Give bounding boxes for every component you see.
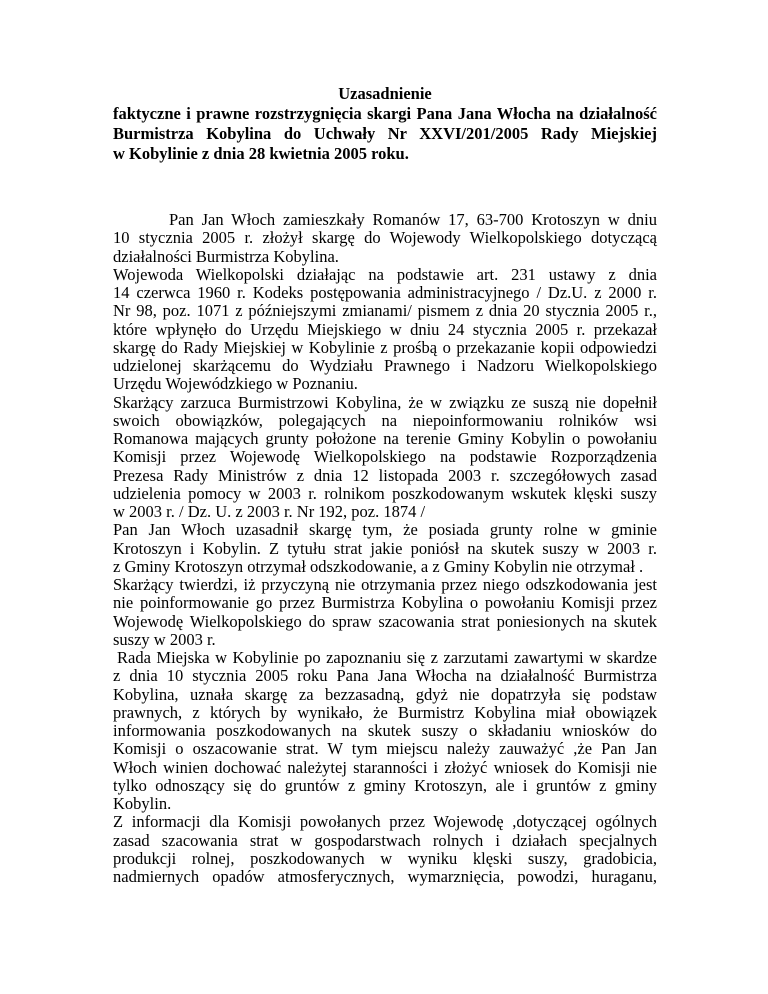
heading-line: Burmistrza Kobylina do Uchwały Nr XXVI/201/2005 Rady Miejskiej	[113, 124, 657, 143]
heading-line: faktyczne i prawne rozstrzygnięcia skargi Pana Jana Włocha na działalność	[113, 104, 657, 123]
body-line: działalności Burmistrza Kobylina.	[113, 246, 339, 266]
body-line: Urzędu Wojewódzkiego w Poznaniu.	[113, 374, 358, 394]
document-title: Uzasadnienie	[338, 84, 432, 103]
body-line: 10 stycznia 2005 r. złożył skargę do Wojewody Wielkopolskiego dotyczącą	[113, 228, 657, 248]
body-line: Prezesa Rady Ministrów z dnia 12 listopada 2003 r. szczegółowych zasad	[113, 465, 657, 485]
body-line: Rada Miejska w Kobylinie po zapoznaniu się z zarzutami zawartymi w skardze	[117, 648, 657, 667]
body-line: które wpłynęło do Urzędu Miejskiego w dniu 24 stycznia 2005 r. przekazał	[113, 319, 657, 339]
body-line: udzielonej skarżącemu do Wydziału Prawnego i Nadzoru Wielkopolskiego	[113, 356, 657, 375]
document-body	[113, 211, 657, 886]
body-line: swoich obowiązków, polegających na niepoinformowaniu rolników wsi	[113, 410, 657, 430]
body-line: z Gminy Krotoszyn otrzymał odszkodowanie, a z Gminy Kobylin nie otrzymał .	[113, 556, 644, 576]
body-line: zasad szacowania strat w gospodarstwach rolnych i działach specjalnych	[113, 830, 657, 850]
body-line: Włoch winien dochować należytej staranności i złożyć wniosek do Komisji nie	[113, 757, 657, 777]
body-line: Kobylin.	[113, 794, 172, 813]
body-line: w 2003 r. / Dz. U. z 2003 r. Nr 192, poz. 1874 /	[113, 502, 426, 521]
body-line: suszy w 2003 r.	[113, 629, 216, 649]
body-line: skargę do Rady Miejskiej w Kobylinie z prośbą o przekazanie kopii odpowiedzi	[113, 337, 657, 357]
body-line: Romanowa mających grunty położone na terenie Gminy Kobylin o powołaniu	[113, 429, 657, 448]
body-line: 14 czerwca 1960 r. Kodeks postępowania administracyjnego / Dz.U. z 2000 r.	[113, 283, 657, 302]
body-line: Skarżący zarzuca Burmistrzowi Kobylina, że w związku ze suszą nie dopełnił	[113, 392, 657, 412]
body-line: informowania poszkodowanych na skutek suszy o składaniu wniosków do	[113, 721, 657, 740]
body-line: Komisji przez Wojewodę Wielkopolskiego na podstawie Rozporządzenia	[113, 447, 657, 467]
body-line: Pan Jan Włoch uzasadnił skargę tym, że posiada grunty rolne w gminie	[113, 520, 657, 540]
body-line: nadmiernych opadów atmosferycznych, wymarznięcia, powodzi, huraganu,	[113, 867, 657, 886]
body-line: produkcji rolnej, poszkodowanych w wyniku klęski suszy, gradobicia,	[113, 848, 657, 868]
body-line: Wojewodę Wielkopolskiego do spraw szacowania strat poniesionych na skutek	[113, 611, 657, 631]
document-heading	[113, 84, 657, 164]
heading-line: w Kobylinie z dnia 28 kwietnia 2005 roku.	[113, 144, 409, 163]
body-line: prawnych, z których by wynikało, że Burmistrz Kobylina miał obowiązek	[113, 702, 657, 722]
body-line: tylko odnoszący się do gruntów z gminy Krotoszyn, ale i gruntów z gminy	[113, 775, 657, 795]
body-line: Krotoszyn i Kobylin. Z tytułu strat jakie poniósł na skutek suszy w 2003 r.	[113, 538, 657, 558]
body-line: Komisji o oszacowanie strat. W tym miejscu należy zauważyć ,że Pan Jan	[113, 739, 657, 759]
body-line: Z informacji dla Komisji powołanych przez Wojewodę ,dotyczącej ogólnych	[113, 812, 657, 832]
body-line: Nr 98, poz. 1071 z późniejszymi zmianami/ pismem z dnia 20 stycznia 2005 r.,	[113, 301, 657, 321]
body-line: udzielenia pomocy w 2003 r. rolnikom poszkodowanym wskutek klęski suszy	[113, 483, 657, 503]
body-line: Kobylina, uznała skargę za bezzasadną, gdyż nie dopatrzyła się podstaw	[113, 684, 657, 704]
body-line: Pan Jan Włoch zamieszkały Romanów 17, 63-700 Krotoszyn w dniu	[169, 210, 657, 229]
body-line: z dnia 10 stycznia 2005 roku Pana Jana Włocha na działalność Burmistrza	[113, 666, 657, 686]
body-line: Skarżący twierdzi, iż przyczyną nie otrzymania przez niego odszkodowania jest	[113, 575, 657, 594]
body-line: Wojewoda Wielkopolski działając na podstawie art. 231 ustawy z dnia	[113, 264, 657, 284]
body-line: nie poinformowanie go przez Burmistrza Kobylina o powołaniu Komisji przez	[113, 593, 657, 613]
